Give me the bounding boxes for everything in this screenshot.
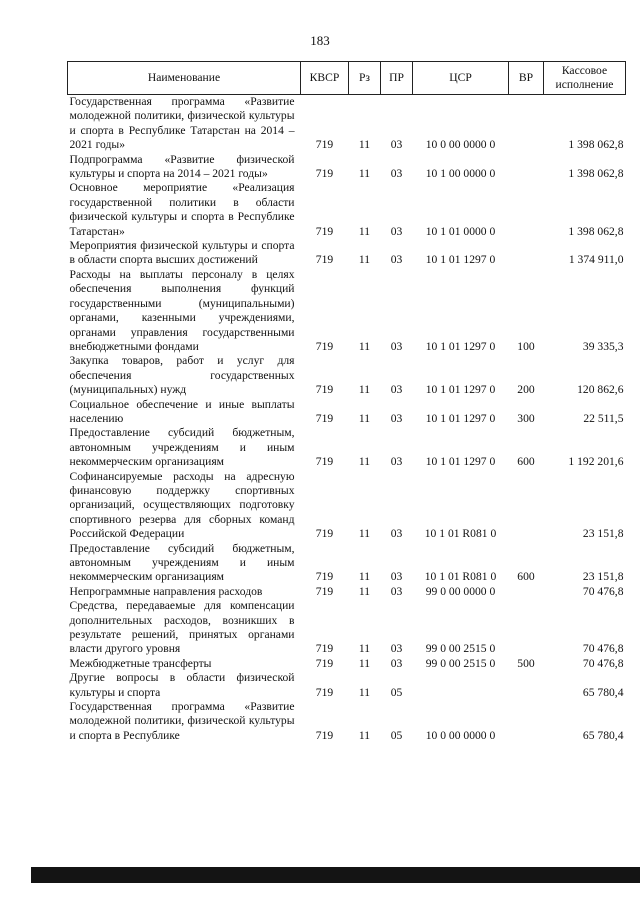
cell-cash: 23 151,8 xyxy=(582,570,624,584)
header-vr: ВР xyxy=(509,62,544,95)
table-header xyxy=(68,62,626,95)
cell-cash: 23 151,8 xyxy=(582,527,624,541)
cell-vr: 200 xyxy=(517,383,535,397)
table-row xyxy=(68,470,626,542)
cell-name: Межбюджетные трансферты xyxy=(69,656,212,670)
cell-name: Мероприятия физической культуры и спорта в области спорта высших достижений xyxy=(69,239,295,267)
cell-csr: 10 1 01 0000 0 xyxy=(425,224,496,238)
scan-edge-band xyxy=(31,867,640,883)
cell-vr xyxy=(509,181,544,239)
cell-pr: 03 xyxy=(390,339,403,353)
cell-csr: 10 1 01 R081 0 xyxy=(424,570,497,584)
cell-kvsr: 719 xyxy=(315,138,334,152)
cell-name: Софинансируемые расходы на адресную финансовую поддержку спортивных организаций, осуществляющих подготовку спортивного резерва для сборных команд Российской Федерации xyxy=(69,469,295,541)
cell-name: Предоставление субсидий бюджетным, автономным учреждениям и иным некоммерческим организациям xyxy=(69,426,295,469)
cell-cash: 1 398 062,8 xyxy=(568,167,624,181)
cell-cash: 22 511,5 xyxy=(583,411,624,425)
cell-rz: 11 xyxy=(358,656,371,670)
cell-name: Государственная программа «Развитие молодежной политики, физической культуры и спорта в Республике Татарстан на 2014 – 2021 годы» xyxy=(69,95,295,152)
cell-csr: 10 1 01 R081 0 xyxy=(424,527,497,541)
cell-name: Основное мероприятие «Реализация государственной политики в области физической культуры и спорта в Республике Татарстан» xyxy=(69,181,295,238)
table-row xyxy=(68,354,626,397)
cell-cash: 1 374 911,0 xyxy=(568,253,624,267)
table-row xyxy=(68,700,626,743)
cell-kvsr: 719 xyxy=(315,642,334,656)
header-cash: Кассовое исполнение xyxy=(544,62,626,95)
cell-kvsr: 719 xyxy=(315,339,334,353)
cell-name: Закупка товаров, работ и услуг для обеспечения государственных (муниципальных) нужд xyxy=(69,354,295,397)
cell-csr xyxy=(413,671,509,700)
cell-rz: 11 xyxy=(358,339,371,353)
cell-rz: 11 xyxy=(358,138,371,152)
table-row xyxy=(68,657,626,671)
cell-vr: 300 xyxy=(517,411,535,425)
table-row xyxy=(68,181,626,239)
cell-kvsr: 719 xyxy=(315,411,334,425)
cell-pr: 03 xyxy=(390,570,403,584)
cell-vr: 600 xyxy=(517,570,535,584)
cell-vr xyxy=(509,470,544,542)
cell-kvsr: 719 xyxy=(315,383,334,397)
budget-table xyxy=(67,61,626,743)
cell-rz: 11 xyxy=(358,224,371,238)
cell-cash: 120 862,6 xyxy=(577,383,624,397)
cell-rz: 11 xyxy=(358,584,371,598)
header-pr: ПР xyxy=(381,62,413,95)
cell-name: Расходы на выплаты персоналу в целях обеспечения выполнения функций государственными (муниципальными) органами, казенными учреждениями, органами управления государственными внебюджетными фондами xyxy=(69,267,295,353)
table-row xyxy=(68,153,626,182)
cell-pr: 03 xyxy=(390,527,403,541)
cell-pr: 03 xyxy=(390,253,403,267)
cell-cash: 70 476,8 xyxy=(582,584,624,598)
cell-vr xyxy=(509,153,544,182)
cell-cash: 65 780,4 xyxy=(582,728,624,742)
cell-rz: 11 xyxy=(358,570,371,584)
cell-kvsr: 719 xyxy=(315,570,334,584)
cell-cash: 1 398 062,8 xyxy=(568,224,624,238)
cell-rz: 11 xyxy=(358,411,371,425)
cell-vr: 600 xyxy=(517,455,535,469)
cell-csr: 10 1 00 0000 0 xyxy=(425,167,496,181)
cell-name: Другие вопросы в области физической культуры и спорта xyxy=(69,671,295,699)
cell-rz: 11 xyxy=(358,685,371,699)
cell-csr: 99 0 00 2515 0 xyxy=(425,656,496,670)
cell-pr: 03 xyxy=(390,167,403,181)
page-number: 183 xyxy=(310,33,330,48)
cell-rz: 11 xyxy=(358,383,371,397)
cell-kvsr: 719 xyxy=(315,167,334,181)
cell-pr: 03 xyxy=(390,642,403,656)
cell-kvsr: 719 xyxy=(315,253,334,267)
cell-kvsr: 719 xyxy=(315,584,334,598)
cell-csr: 10 0 00 0000 0 xyxy=(425,728,496,742)
cell-csr: 10 1 01 1297 0 xyxy=(425,253,496,267)
cell-pr: 03 xyxy=(390,224,403,238)
cell-pr: 03 xyxy=(390,411,403,425)
cell-cash: 39 335,3 xyxy=(582,339,624,353)
cell-pr: 05 xyxy=(390,728,403,742)
cell-csr: 99 0 00 2515 0 xyxy=(425,642,496,656)
cell-vr xyxy=(509,671,544,700)
cell-name: Государственная программа «Развитие молодежной политики, физической культуры и спорта в Республике xyxy=(69,700,295,742)
header-name: Наименование xyxy=(68,62,301,95)
cell-vr xyxy=(509,700,544,743)
cell-name: Средства, передаваемые для компенсации дополнительных расходов, возникших в результате решений, принятых органами власти другого уровня xyxy=(69,599,295,656)
table-row xyxy=(68,95,626,153)
cell-pr: 03 xyxy=(390,138,403,152)
cell-kvsr: 719 xyxy=(315,656,334,670)
cell-csr: 99 0 00 0000 0 xyxy=(425,584,496,598)
cell-name: Предоставление субсидий бюджетным, автономным учреждениям и иным некоммерческим организациям xyxy=(69,541,295,584)
cell-rz: 11 xyxy=(358,167,371,181)
cell-pr: 03 xyxy=(390,584,403,598)
table-row xyxy=(68,671,626,700)
table-row xyxy=(68,268,626,354)
cell-cash: 70 476,8 xyxy=(582,656,624,670)
header-csr: ЦСР xyxy=(413,62,509,95)
cell-rz: 11 xyxy=(358,455,371,469)
table-body xyxy=(68,95,626,744)
cell-pr: 03 xyxy=(390,455,403,469)
cell-rz: 11 xyxy=(358,253,371,267)
cell-rz: 11 xyxy=(358,527,371,541)
cell-rz: 11 xyxy=(358,642,371,656)
cell-csr: 10 1 01 1297 0 xyxy=(425,383,496,397)
cell-kvsr: 719 xyxy=(315,455,334,469)
cell-cash: 1 398 062,8 xyxy=(568,138,624,152)
header-rz: Рз xyxy=(349,62,381,95)
cell-pr: 03 xyxy=(390,383,403,397)
cell-vr: 100 xyxy=(517,339,535,353)
cell-name: Подпрограмма «Развитие физической культуры и спорта на 2014 – 2021 годы» xyxy=(69,152,295,181)
table-row xyxy=(68,599,626,657)
cell-csr: 10 1 01 1297 0 xyxy=(425,411,496,425)
cell-name: Непрограммные направления расходов xyxy=(69,584,263,598)
cell-pr: 03 xyxy=(390,656,403,670)
table-row xyxy=(68,585,626,599)
cell-vr: 500 xyxy=(517,656,535,670)
cell-rz: 11 xyxy=(358,728,371,742)
cell-pr: 05 xyxy=(390,685,403,699)
cell-cash: 65 780,4 xyxy=(582,685,624,699)
cell-kvsr: 719 xyxy=(315,685,334,699)
cell-csr: 10 0 00 0000 0 xyxy=(425,138,496,152)
cell-csr: 10 1 01 1297 0 xyxy=(425,455,496,469)
cell-vr xyxy=(509,585,544,599)
table-row xyxy=(68,542,626,585)
header-kvsr: КВСР xyxy=(301,62,349,95)
table-row xyxy=(68,426,626,469)
cell-kvsr: 719 xyxy=(315,728,334,742)
cell-name: Социальное обеспечение и иные выплаты населению xyxy=(69,397,295,425)
budget-table-container xyxy=(67,61,625,743)
table-row xyxy=(68,398,626,427)
cell-vr xyxy=(509,239,544,268)
cell-cash: 70 476,8 xyxy=(582,642,624,656)
table-row xyxy=(68,239,626,268)
cell-cash: 1 192 201,6 xyxy=(568,455,624,469)
cell-vr xyxy=(509,95,544,153)
cell-csr: 10 1 01 1297 0 xyxy=(425,339,496,353)
cell-kvsr: 719 xyxy=(315,527,334,541)
cell-vr xyxy=(509,599,544,657)
cell-kvsr: 719 xyxy=(315,224,334,238)
